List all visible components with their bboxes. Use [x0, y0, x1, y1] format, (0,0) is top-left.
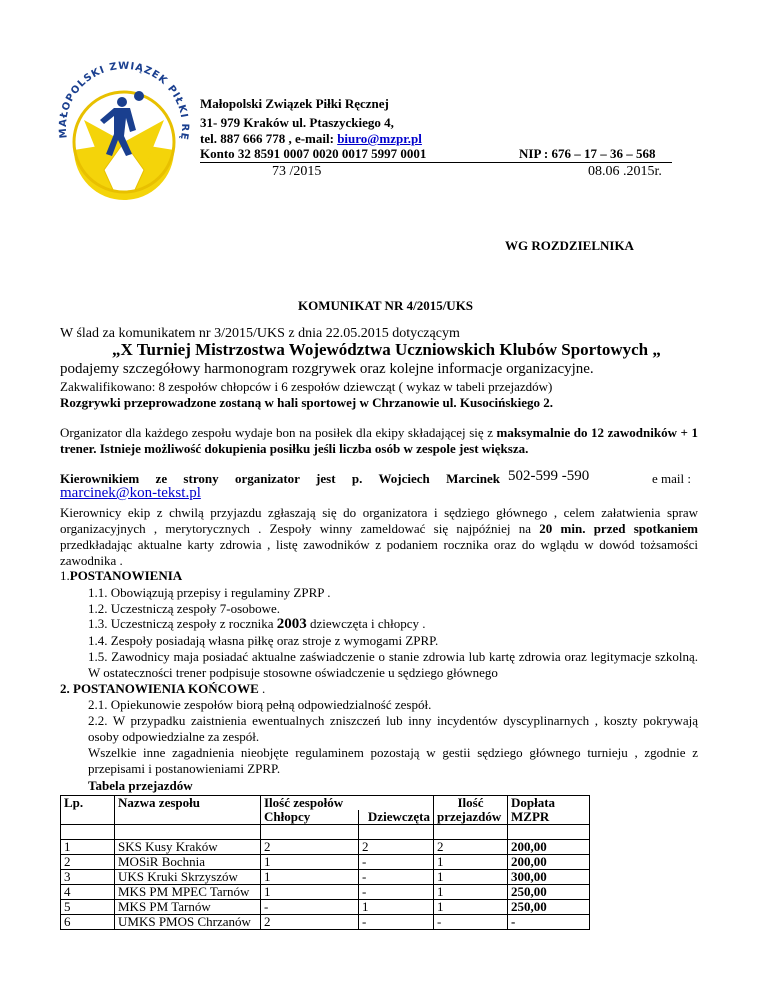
cell-girls: -: [359, 915, 434, 930]
section-2-item-3: Wszelkie inne zagadnienia nieobjęte regulaminem pozostają w gestii sędziego głównego turnieju , zgodnie z przepisami i postanowieniami ZPRP.: [88, 745, 698, 776]
cell-boys: 1: [261, 870, 359, 885]
section-2-item-1: 2.1. Opiekunowie zespołów biorą pełną odpowiedzialność zespół.: [88, 697, 432, 712]
header-boys: Chłopcy: [261, 810, 359, 825]
cell-trips: 1: [434, 885, 508, 900]
section-2-heading: 2. POSTANOWIENIA KOŃCOWE .: [60, 681, 266, 696]
header-pay-2: MZPR: [508, 810, 590, 825]
table-caption: Tabela przejazdów: [88, 778, 193, 793]
cell-lp: 3: [61, 870, 115, 885]
cell-pay: 250,00: [508, 885, 590, 900]
cell-trips: 2: [434, 840, 508, 855]
header-trips-1: Ilość: [434, 796, 508, 811]
cell-trips: 1: [434, 900, 508, 915]
association-logo: [44, 50, 204, 210]
intro-reference: W ślad za komunikatem nr 3/2015/UKS z dnia 22.05.2015 dotyczącym: [60, 326, 460, 341]
table-row: [61, 855, 590, 870]
header-girls: Dziewczęta: [359, 810, 434, 825]
org-email-link[interactable]: biuro@mzpr.pl: [337, 131, 422, 146]
table-row: [61, 915, 590, 930]
section-1-item-2: 1.2. Uczestniczą zespoły 7-osobowe.: [88, 601, 281, 616]
cell-boys: 1: [261, 885, 359, 900]
cell-pay: 200,00: [508, 855, 590, 870]
table-row: [61, 870, 590, 885]
cell-trips: 1: [434, 855, 508, 870]
bank-account: Konto 32 8591 0007 0020 0017 5997 0001: [200, 146, 427, 161]
table-row: [61, 840, 590, 855]
cell-lp: 1: [61, 840, 115, 855]
nip-number: NIP : 676 – 17 – 36 – 568: [519, 146, 656, 161]
manager-phone: 502-599 -590: [508, 468, 590, 484]
section-1-item-3: 1.3. Uczestniczą zespoły z rocznika 2003 dziewczęta i chłopcy .: [88, 616, 426, 632]
intro-qualified: Zakwalifikowano: 8 zespołów chłopców i 6 zespołów dziewcząt ( wykaz w tabeli przejazdów): [60, 379, 553, 394]
manager-info: Kierownikiem ze strony organizator jest p. Wojciech Marcinek: [60, 471, 500, 486]
cell-team: SKS Kusy Kraków: [115, 840, 261, 855]
event-title: „X Turniej Mistrzostwa Województwa Uczniowskich Klubów Sportowych „: [112, 340, 661, 359]
transport-table: [60, 795, 590, 930]
tel-label: tel. 887 666 778 , e-mail:: [200, 131, 338, 146]
reference-number: 73 /2015: [272, 164, 322, 179]
cell-pay: -: [508, 915, 590, 930]
section-1-item-4: 1.4. Zespoły posiadają własna piłkę oraz stroje z wymogami ZPRP.: [88, 633, 439, 648]
cell-team: MKS PM MPEC Tarnów: [115, 885, 261, 900]
org-contact: [200, 131, 422, 147]
cell-girls: -: [359, 885, 434, 900]
cell-boys: 2: [261, 915, 359, 930]
cell-girls: 1: [359, 900, 434, 915]
cell-pay: 300,00: [508, 870, 590, 885]
cell-girls: 2: [359, 840, 434, 855]
cell-lp: 5: [61, 900, 115, 915]
table-row: [61, 885, 590, 900]
manager-email-link[interactable]: marcinek@kon-tekst.pl: [60, 485, 201, 501]
cell-team: MKS PM Tarnów: [115, 900, 261, 915]
org-name: Małopolski Związek Piłki Ręcznej: [200, 96, 389, 111]
header-pay-1: Dopłata: [508, 796, 590, 811]
cell-lp: 2: [61, 855, 115, 870]
table-header-row-2: [61, 810, 590, 825]
document-title: KOMUNIKAT NR 4/2015/UKS: [298, 298, 474, 313]
cell-lp: 4: [61, 885, 115, 900]
registration-info: Kierownicy ekip z chwilą przyjazdu zgłaszają się do organizatora i sędziego głównego , celem załatwienia spraw organizacyjnych , merytorycznych . Zespoły winny zameldować się najpóźniej na 20 min. przed spotkaniem przedkładając aktualne karty zdrowia , listę zawodników z podaniem rocznika oraz do wglądu w dowód tożsamości zawodnika .: [60, 505, 698, 568]
meal-info: Organizator dla każdego zespołu wydaje bon na posiłek dla ekipy składającej się z maksymalnie do 12 zawodników + 1 trener. Istnieje możliwość dokupienia posiłku jeśli liczba osób w zespole jest większa.: [60, 425, 698, 456]
cell-lp: 6: [61, 915, 115, 930]
cell-pay: 200,00: [508, 840, 590, 855]
document-date: 08.06 .2015r.: [588, 164, 662, 179]
cell-team: MOSiR Bochnia: [115, 855, 261, 870]
header-team-count: Ilość zespołów: [261, 796, 434, 811]
cell-trips: -: [434, 915, 508, 930]
cell-team: UMKS PMOS Chrzanów: [115, 915, 261, 930]
section-1-heading: 1.POSTANOWIENIA: [60, 568, 183, 583]
org-address: 31- 979 Kraków ul. Ptaszyckiego 4,: [200, 115, 394, 130]
table-row: [61, 900, 590, 915]
header-team-name: Nazwa zespołu: [115, 796, 261, 811]
recipient: WG ROZDZIELNIKA: [505, 238, 634, 253]
cell-girls: -: [359, 855, 434, 870]
manager-email-label: e mail :: [652, 471, 691, 486]
header-lp: Lp.: [61, 796, 115, 811]
intro-venue: Rozgrywki przeprowadzone zostaną w hali sportowej w Chrzanowie ul. Kusocińskiego 2.: [60, 395, 554, 410]
section-1-item-1: 1.1. Obowiązują przepisy i regulaminy ZPRP .: [88, 585, 331, 600]
cell-team: UKS Kruki Skrzyszów: [115, 870, 261, 885]
svg-text:MAŁOPOLSKI ZWIĄZEK PIŁKI RĘCZN: MAŁOPOLSKI ZWIĄZEK PIŁKI RĘ: [57, 60, 191, 142]
header-trips-2: przejazdów: [434, 810, 508, 825]
cell-pay: 250,00: [508, 900, 590, 915]
cell-boys: 2: [261, 840, 359, 855]
cell-boys: 1: [261, 855, 359, 870]
cell-girls: -: [359, 870, 434, 885]
table-header-row-1: [61, 796, 590, 811]
intro-schedule: podajemy szczegółowy harmonogram rozgrywek oraz kolejne informacje organizacyjne.: [60, 361, 594, 377]
cell-trips: 1: [434, 870, 508, 885]
section-2-item-2: 2.2. W przypadku zaistnienia ewentualnych zniszczeń lub inny incydentów dyscyplinarnych , koszty pokrywają osoby odpowiedzialne za zespół.: [88, 713, 698, 744]
cell-boys: -: [261, 900, 359, 915]
section-1-item-5: 1.5. Zawodnicy maja posiadać aktualne zaświadczenie o stanie zdrowia lub kartę zdrowia oraz legitymacje szkolną. W ostateczności trener podpisuje stosowne oświadczenie u sędziego głównego: [88, 649, 698, 680]
